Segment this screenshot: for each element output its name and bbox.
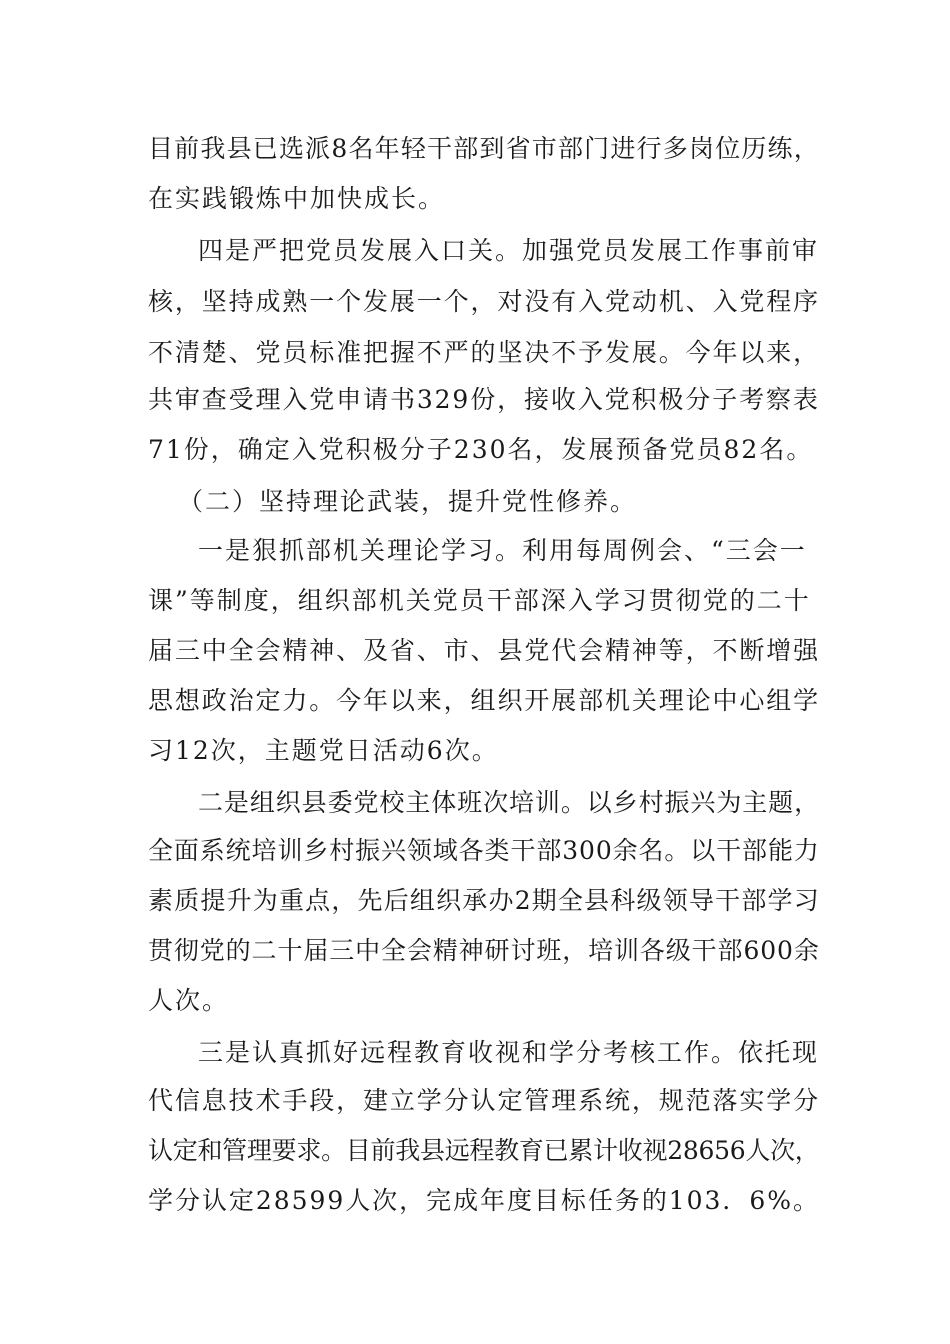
text-line: 核，坚持成熟一个发展一个，对没有入党动机、入党程序 [148,287,821,316]
paragraph-start: 四是严把党员发展入口关。加强党员发展工作事前审 [198,236,820,265]
text-line: 认定和管理要求。目前我县远程教育已累计收视28656人次， [148,1136,820,1165]
text-line: 代信息技术手段，建立学分认定管理系统，规范落实学分 [148,1086,821,1115]
text-line: 课”等制度，组织部机关党员干部深入学习贯彻党的二十 [148,586,811,615]
text-line: 71份，确定入党积极分子230名，发展预备党员82名。 [148,435,814,464]
section-heading: （二）坚持理论武装，提升党性修养。 [178,487,638,516]
text-line: 素质提升为重点，先后组织承办2期全县科级领导干部学习 [148,886,820,915]
text-line: 学分认定28599人次，完成年度目标任务的103．6%。 [148,1186,820,1215]
text-line: 届三中全会精神、及省、市、县党代会精神等，不断增强 [148,636,821,665]
text-line: 思想政治定力。今年以来，组织开展部机关理论中心组学 [148,686,821,715]
text-line: 贯彻党的二十届三中全会精神研讨班，培训各级干部600余 [148,936,820,965]
text-line: 习12次，主题党日活动6次。 [148,736,499,765]
text-line: 目前我县已选派8名年轻干部到省市部门进行多岗位历练， [148,134,820,163]
text-line: 人次。 [148,986,230,1015]
text-line: 全面系统培训乡村振兴领域各类干部300余名。以干部能力 [148,836,820,865]
text-line: 共审查受理入党申请书329份，接收入党积极分子考察表 [148,385,820,414]
paragraph-start: 一是狠抓部机关理论学习。利用每周例会、“三会一 [198,536,807,565]
paragraph-start: 二是组织县委党校主体班次培训。以乡村振兴为主题， [198,788,821,817]
text-line: 在实践锻炼中加快成长。 [148,184,446,213]
paragraph-start: 三是认真抓好远程教育收视和学分考核工作。依托现 [198,1038,820,1067]
text-line: 不清楚、党员标准把握不严的坚决不予发展。今年以来， [148,338,821,367]
